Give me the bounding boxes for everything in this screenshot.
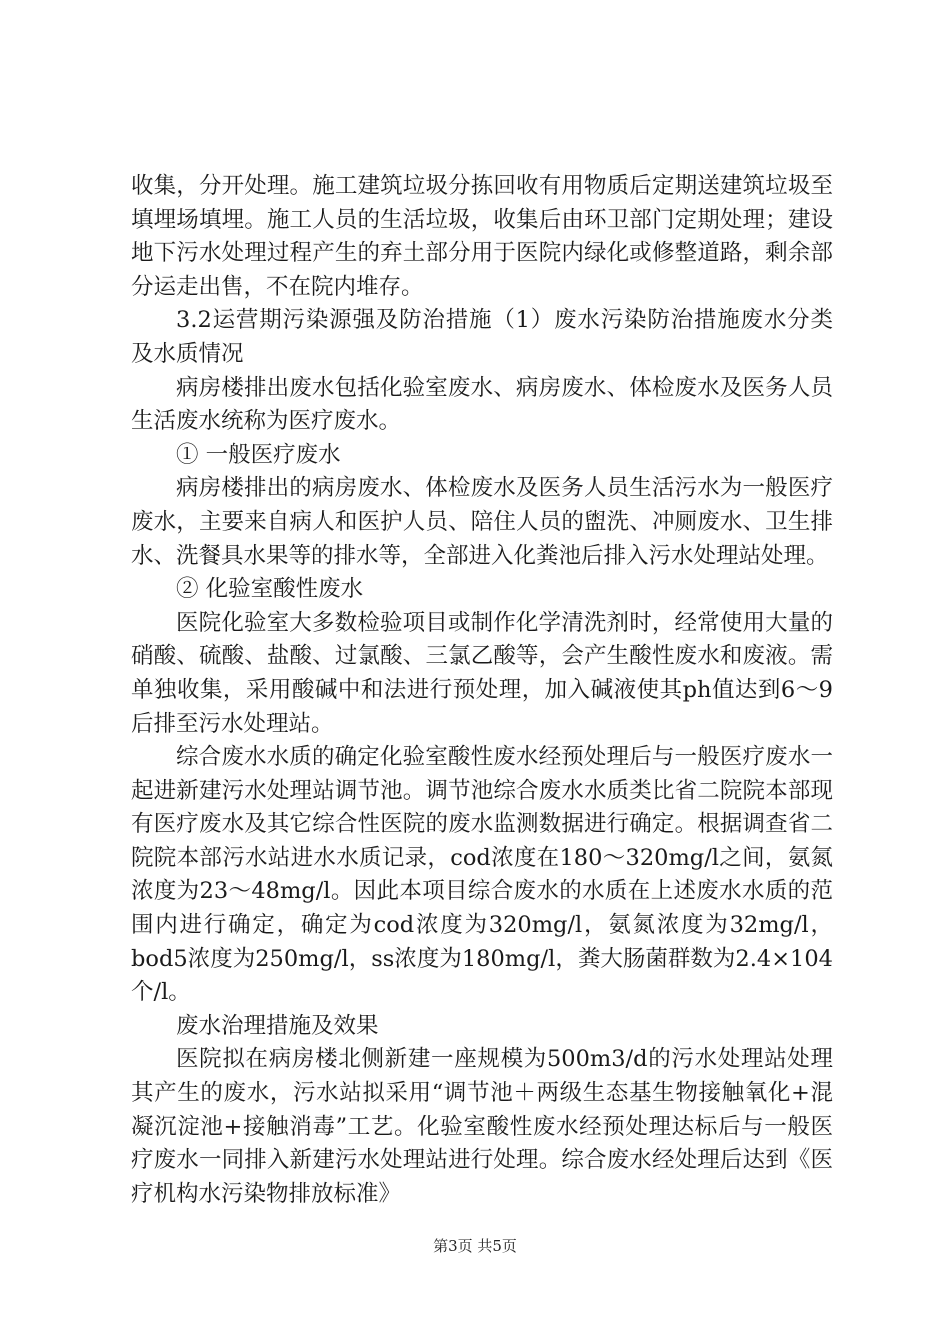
paragraph-wastewater-intro: 病房楼排出废水包括化验室废水、病房废水、体检废水及医务人员生活废水统称为医疗废水。 (131, 374, 833, 435)
subheading-general-wastewater: ① 一般医疗废水 (176, 441, 341, 468)
paragraph-treatment-measures: 医院拟在病房楼北侧新建一座规模为500m3/d的污水处理站处理其产生的废水，污水站拟采用“调节池＋两级生态基生物接触氧化+混凝沉淀池+接触消毒”工艺。化验室酸性废水经预处理达标后与一般医疗废水一同排入新建污水处理站进行处理。综合废水经处理后达到《医疗机构水污染物排放标准》 (131, 1046, 833, 1207)
paragraph-water-quality: 综合废水水质的确定化验室酸性废水经预处理后与一般医疗废水一起进新建污水处理站调节池。调节池综合废水水质类比省二院院本部现有医疗废水及其它综合性医院的废水监测数据进行确定。根据调查省二院院本部污水站进水水质记录，cod浓度在180～320mg/l之间，氨氮浓度为23～48mg/l。因此本项目综合废水的水质在上述废水水质的范围内进行确定，确定为cod浓度为320mg/l，氨氮浓度为32mg/l，bod5浓度为250mg/l，ss浓度为180mg/l，粪大肠菌群数为2.4×104个/l。 (131, 744, 833, 1006)
section-heading-3-2: 3.2运营期污染源强及防治措施（1）废水污染防治措施废水分类及水质情况 (131, 307, 833, 367)
page-footer: 第3页 共5页 (433, 1237, 517, 1255)
subheading-treatment-measures: 废水治理措施及效果 (176, 1012, 379, 1039)
paragraph-general-wastewater: 病房楼排出的病房废水、体检废水及医务人员生活污水为一般医疗废水，主要来自病人和医护人员、陪住人员的盥洗、冲厕废水、卫生排水、洗餐具水果等的排水等，全部进入化粪池后排入污水处理站处理。 (131, 475, 833, 569)
paragraph-lab-acid-wastewater: 医院化验室大多数检验项目或制作化学清洗剂时，经常使用大量的硝酸、硫酸、盐酸、过氯酸、三氯乙酸等，会产生酸性废水和废液。需单独收集，采用酸碱中和法进行预处理，加入碱液使其ph值达到6～9后排至污水处理站。 (131, 609, 833, 737)
subheading-lab-acid-wastewater: ② 化验室酸性废水 (176, 576, 364, 603)
paragraph-continuation: 收集，分开处理。施工建筑垃圾分拣回收有用物质后定期送建筑垃圾至填埋场填埋。施工人员的生活垃圾，收集后由环卫部门定期处理；建设地下污水处理过程产生的弃土部分用于医院内绿化或修整道路，剩余部分运走出售，不在院内堆存。 (131, 173, 833, 300)
document-body (131, 170, 833, 1211)
